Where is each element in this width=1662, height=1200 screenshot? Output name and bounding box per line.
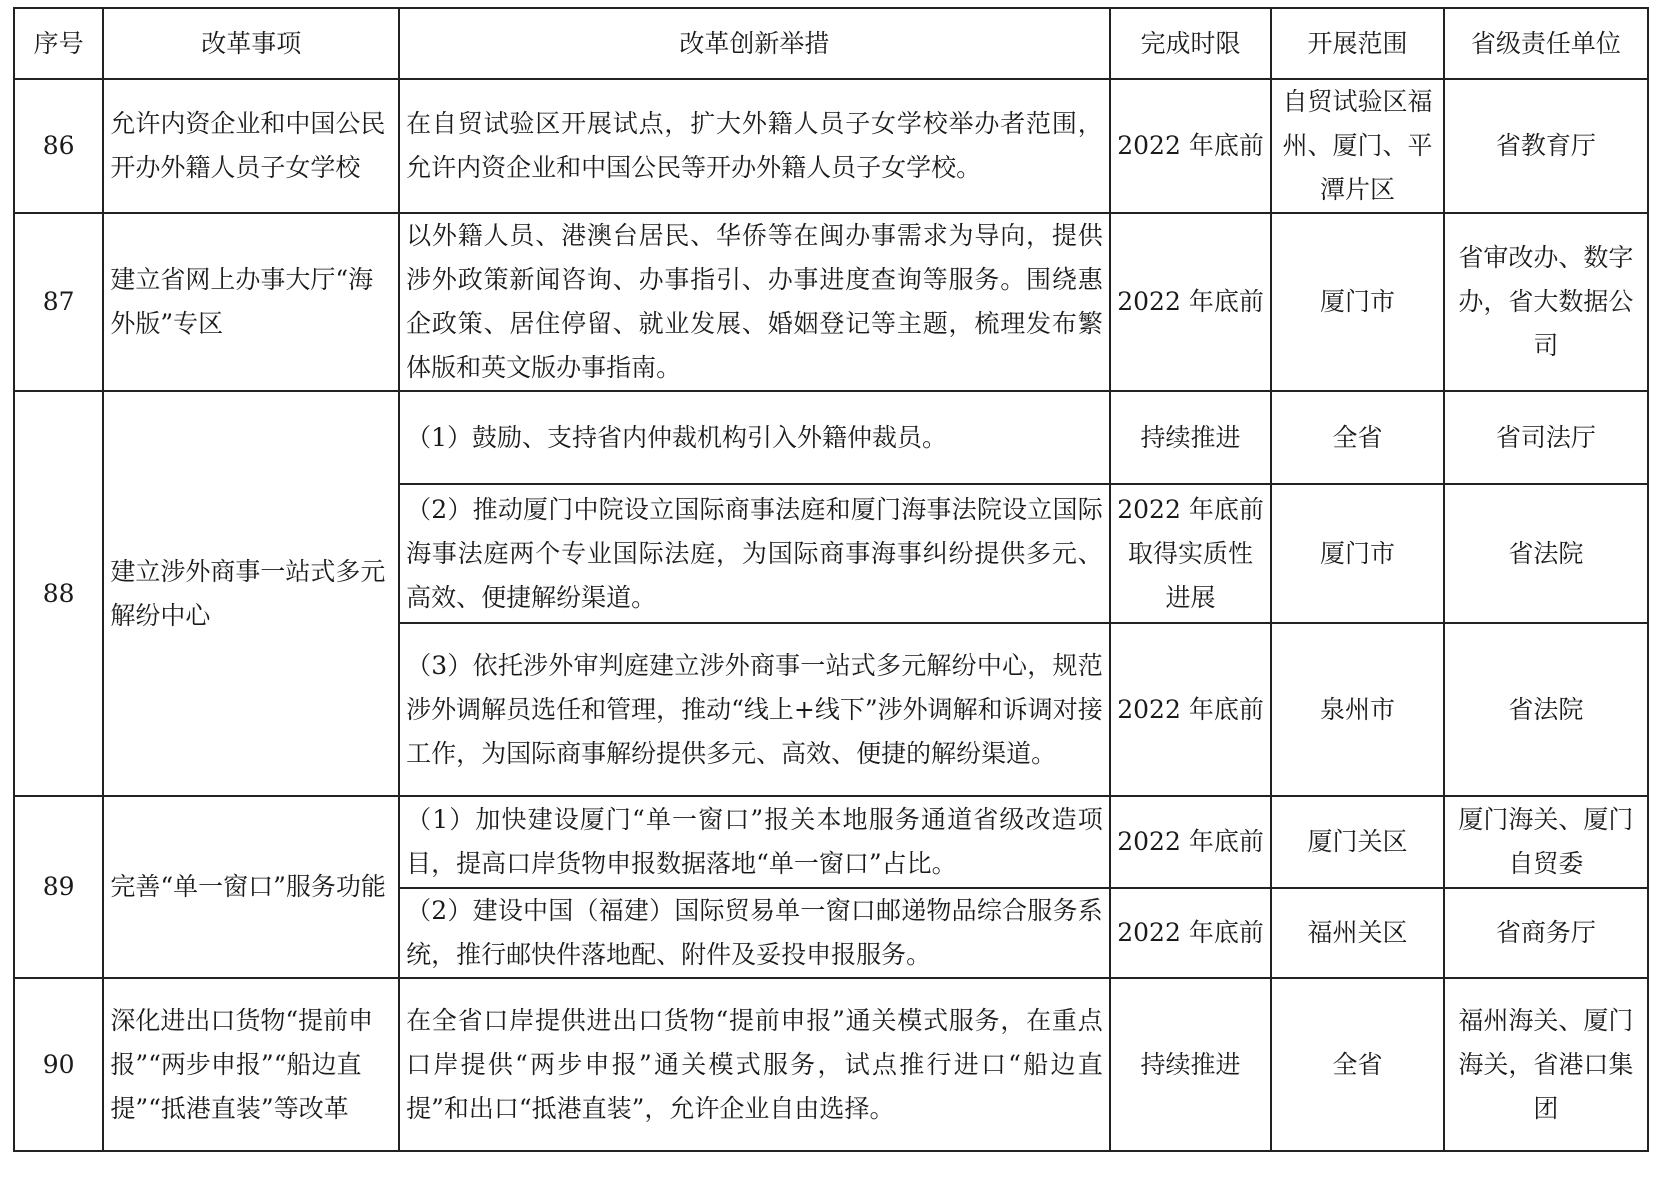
row-88-1-scope: 全省	[1271, 391, 1443, 484]
row-87-item: 建立省网上办事大厅“海外版”专区	[103, 213, 399, 391]
row-89-2-measure: （2）建设中国（福建）国际贸易单一窗口邮递物品综合服务系统，推行邮快件落地配、附件及妥投申报服务。	[399, 888, 1110, 978]
row-87-scope: 厦门市	[1271, 213, 1443, 391]
row-86-scope: 自贸试验区福州、厦门、平潭片区	[1271, 79, 1443, 213]
row-87-seq: 87	[14, 213, 103, 391]
row-88-1-deadline: 持续推进	[1110, 391, 1272, 484]
header-row	[14, 8, 1648, 79]
row-90-seq: 90	[14, 978, 103, 1151]
row-87-unit: 省审改办、数字办，省大数据公司	[1444, 213, 1648, 391]
row-88-item: 建立涉外商事一站式多元解纷中心	[103, 391, 399, 796]
table-row-89-1	[14, 796, 1648, 888]
header-measure: 改革创新举措	[399, 8, 1110, 79]
row-86-measure: 在自贸试验区开展试点，扩大外籍人员子女学校举办者范围，允许内资企业和中国公民等开办外籍人员子女学校。	[399, 79, 1110, 213]
row-88-1-measure: （1）鼓励、支持省内仲裁机构引入外籍仲裁员。	[399, 391, 1110, 484]
row-89-2-scope: 福州关区	[1271, 888, 1443, 978]
row-89-seq: 89	[14, 796, 103, 978]
row-89-1-scope: 厦门关区	[1271, 796, 1443, 888]
row-88-3-measure: （3）依托涉外审判庭建立涉外商事一站式多元解纷中心，规范涉外调解员选任和管理，推动“线上+线下”涉外调解和诉调对接工作，为国际商事解纷提供多元、高效、便捷的解纷渠道。	[399, 623, 1110, 796]
reform-measures-table	[13, 7, 1649, 1152]
header-item: 改革事项	[103, 8, 399, 79]
row-88-2-deadline: 2022 年底前取得实质性进展	[1110, 484, 1272, 623]
row-88-2-measure: （2）推动厦门中院设立国际商事法庭和厦门海事法院设立国际海事法庭两个专业国际法庭，为国际商事海事纠纷提供多元、高效、便捷解纷渠道。	[399, 484, 1110, 623]
row-88-3-scope: 泉州市	[1271, 623, 1443, 796]
row-89-item: 完善“单一窗口”服务功能	[103, 796, 399, 978]
header-seq: 序号	[14, 8, 103, 79]
row-89-1-measure: （1）加快建设厦门“单一窗口”报关本地服务通道省级改造项目，提高口岸货物申报数据落地“单一窗口”占比。	[399, 796, 1110, 888]
row-87-measure: 以外籍人员、港澳台居民、华侨等在闽办事需求为导向，提供涉外政策新闻咨询、办事指引、办事进度查询等服务。围绕惠企政策、居住停留、就业发展、婚姻登记等主题，梳理发布繁体版和英文版办事指南。	[399, 213, 1110, 391]
row-89-2-unit: 省商务厅	[1444, 888, 1648, 978]
header-scope: 开展范围	[1271, 8, 1443, 79]
row-90-measure: 在全省口岸提供进出口货物“提前申报”通关模式服务，在重点口岸提供“两步申报”通关模式服务，试点推行进口“船边直提”和出口“抵港直装”，允许企业自由选择。	[399, 978, 1110, 1151]
row-86-seq: 86	[14, 79, 103, 213]
row-88-1-unit: 省司法厅	[1444, 391, 1648, 484]
table-row-86	[14, 79, 1648, 213]
row-86-unit: 省教育厅	[1444, 79, 1648, 213]
header-unit: 省级责任单位	[1444, 8, 1648, 79]
row-90-unit: 福州海关、厦门海关，省港口集团	[1444, 978, 1648, 1151]
row-90-item: 深化进出口货物“提前申报”“两步申报”“船边直提”“抵港直装”等改革	[103, 978, 399, 1151]
row-88-2-unit: 省法院	[1444, 484, 1648, 623]
header-deadline: 完成时限	[1110, 8, 1272, 79]
row-89-1-unit: 厦门海关、厦门自贸委	[1444, 796, 1648, 888]
row-89-1-deadline: 2022 年底前	[1110, 796, 1272, 888]
table-row-87	[14, 213, 1648, 391]
row-88-3-deadline: 2022 年底前	[1110, 623, 1272, 796]
table-row-90	[14, 978, 1648, 1151]
row-87-deadline: 2022 年底前	[1110, 213, 1272, 391]
row-88-2-scope: 厦门市	[1271, 484, 1443, 623]
row-86-deadline: 2022 年底前	[1110, 79, 1272, 213]
table-row-88-1	[14, 391, 1648, 484]
row-86-item: 允许内资企业和中国公民开办外籍人员子女学校	[103, 79, 399, 213]
row-88-seq: 88	[14, 391, 103, 796]
row-89-2-deadline: 2022 年底前	[1110, 888, 1272, 978]
row-90-deadline: 持续推进	[1110, 978, 1272, 1151]
row-90-scope: 全省	[1271, 978, 1443, 1151]
row-88-3-unit: 省法院	[1444, 623, 1648, 796]
